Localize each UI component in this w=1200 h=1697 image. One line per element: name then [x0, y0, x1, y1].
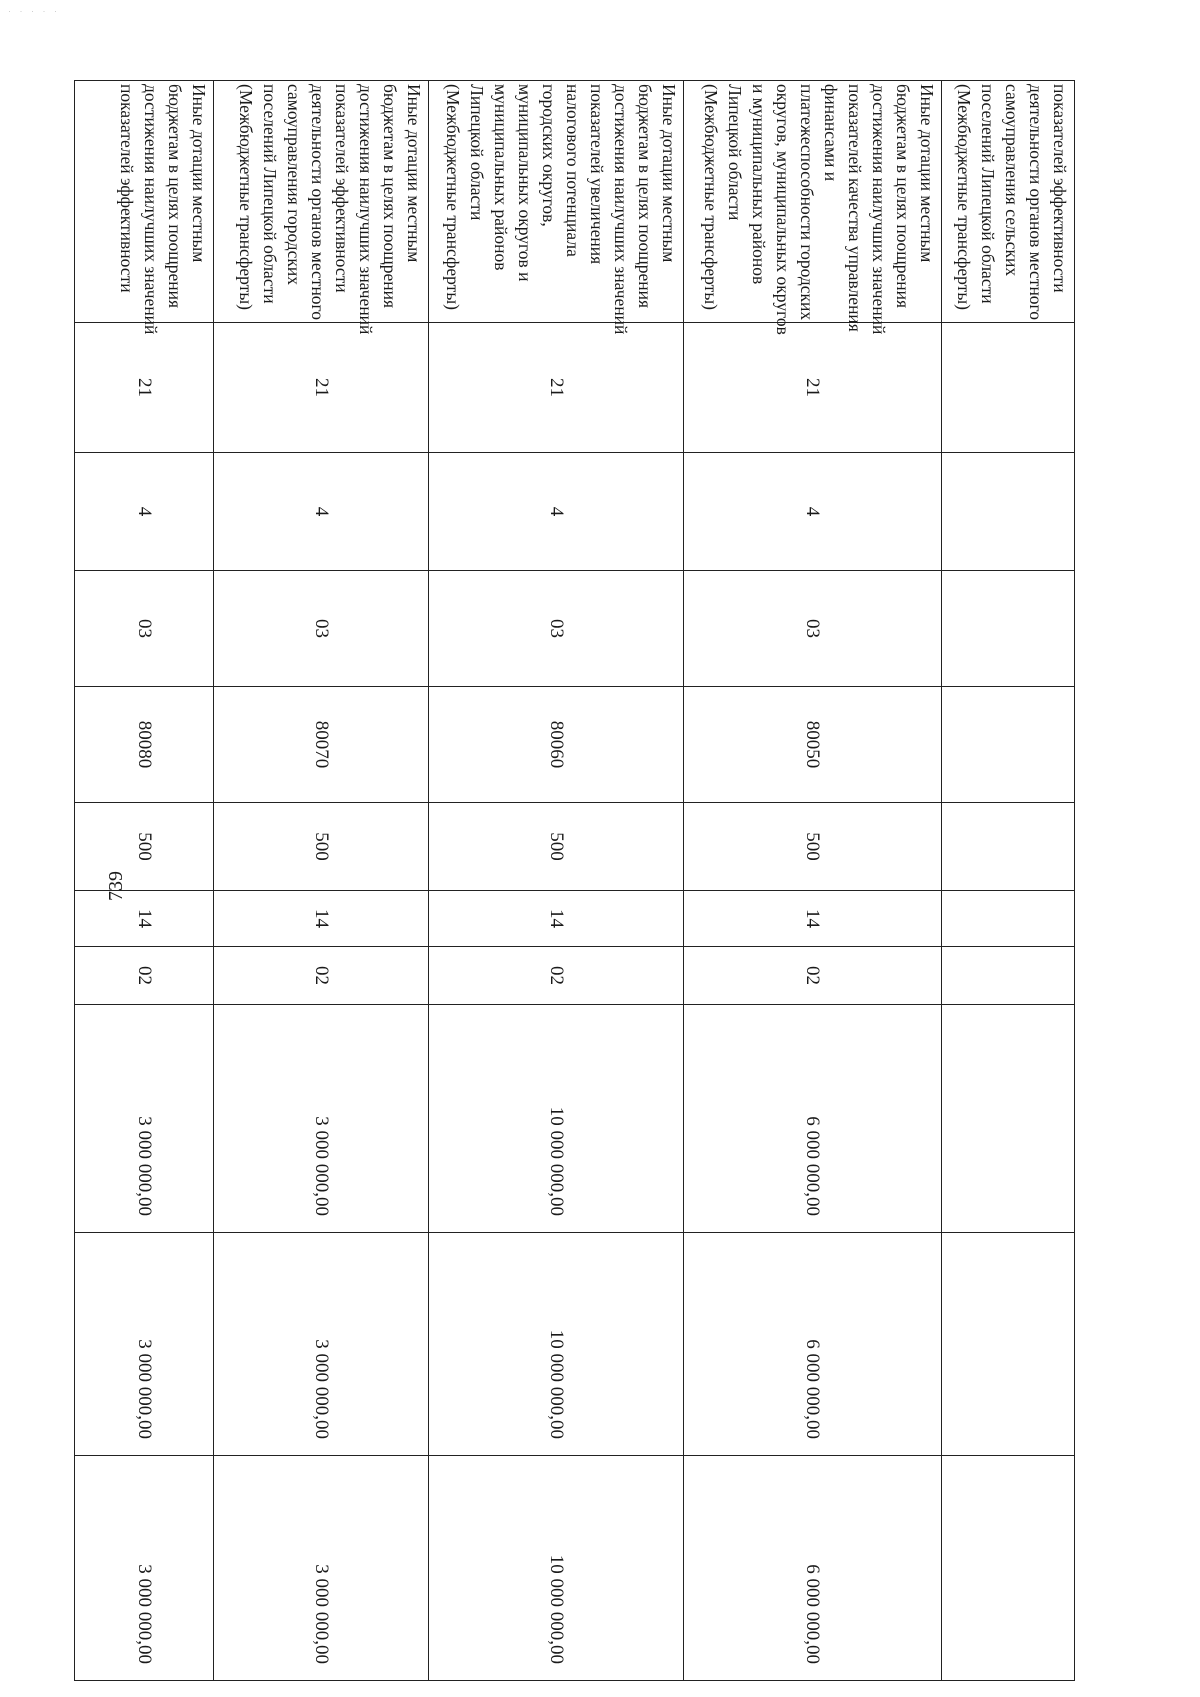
table-row — [214, 81, 429, 1681]
description-cell — [75, 81, 214, 335]
description-line: округов, муниципальных округов — [773, 84, 793, 335]
amount-year2-cell — [684, 1233, 942, 1456]
subtarget-code-cell — [942, 891, 1075, 947]
subsection-code-value: 03 — [134, 619, 155, 638]
description-line: (Межбюджетные трансферты) — [443, 84, 463, 310]
amount-year1-value: 10 000 000,00 — [546, 1106, 567, 1216]
subsection-code-cell — [429, 571, 684, 687]
target-code-cell — [429, 687, 684, 803]
section-code-cell — [429, 453, 684, 571]
detail-code-cell — [429, 947, 684, 1005]
amount-year2-value: 10 000 000,00 — [546, 1329, 567, 1439]
table-row — [942, 81, 1075, 1681]
description-line: бюджетам в целях поощрения — [893, 84, 913, 309]
table-row — [75, 81, 214, 1681]
ministry-code-value: 21 — [134, 378, 155, 397]
section-code-cell — [942, 453, 1075, 571]
description-line: показателей эффективности — [1050, 84, 1070, 293]
description-line: бюджетам в целях поощрения — [165, 84, 185, 309]
detail-code-value: 02 — [134, 966, 155, 985]
subsection-code-cell — [942, 571, 1075, 687]
detail-code-value: 02 — [311, 966, 332, 985]
amount-year2-cell — [75, 1233, 214, 1456]
subsection-code-cell — [684, 571, 942, 687]
amount-year2-value: 6 000 000,00 — [802, 1339, 824, 1439]
amount-year2-value: 3 000 000,00 — [311, 1339, 332, 1439]
table-row — [429, 81, 684, 1681]
detail-code-cell — [75, 947, 214, 1005]
description-line: Липецкой области — [467, 84, 487, 221]
amount-year3-cell — [75, 1456, 214, 1681]
description-cell — [942, 81, 1075, 323]
amount-year3-value: 10 000 000,00 — [546, 1554, 567, 1664]
section-code-value: 4 — [134, 506, 155, 517]
amount-year3-cell — [214, 1456, 429, 1681]
target-code-value: 80050 — [802, 720, 824, 769]
subtarget-code-value: 14 — [546, 909, 567, 928]
page-number: 739 — [105, 871, 127, 901]
description-line: показателей качества управления — [845, 84, 865, 332]
amount-year1-cell — [684, 1005, 942, 1233]
subsection-code-cell — [214, 571, 429, 687]
description-line: Иные дотации местным — [189, 84, 209, 263]
amount-year3-cell — [429, 1456, 684, 1681]
detail-code-value: 02 — [546, 966, 567, 985]
expense-type-value: 500 — [546, 832, 567, 861]
description-line: деятельности органов местного — [308, 84, 328, 321]
description-line: (Межбюджетные трансферты) — [701, 84, 721, 310]
section-code-value: 4 — [311, 506, 332, 517]
description-line: самоуправления городских — [284, 84, 304, 286]
description-line: достижения наилучших значений — [141, 84, 161, 335]
expense-type-value: 500 — [134, 832, 155, 861]
amount-year3-value: 3 000 000,00 — [134, 1564, 155, 1664]
detail-code-cell — [942, 947, 1075, 1005]
description-line: (Межбюджетные трансферты) — [954, 84, 974, 310]
description-cell — [684, 81, 942, 335]
description-line: деятельности органов местного — [1026, 84, 1046, 321]
description-line: бюджетам в целях поощрения — [635, 84, 655, 309]
description-line: муниципальных районов — [491, 84, 511, 271]
subtarget-code-cell — [429, 891, 684, 947]
target-code-cell — [684, 687, 942, 803]
detail-code-value: 02 — [802, 966, 824, 985]
description-line: платежеспособности городских — [797, 84, 817, 321]
section-code-cell — [75, 453, 214, 571]
ministry-code-value: 21 — [311, 378, 332, 397]
ministry-code-cell — [75, 323, 214, 453]
amount-year3-value: 3 000 000,00 — [311, 1564, 332, 1664]
target-code-value: 80060 — [546, 720, 567, 769]
expense-type-cell — [75, 803, 214, 891]
amount-year1-value: 6 000 000,00 — [802, 1116, 824, 1216]
target-code-cell — [942, 687, 1075, 803]
target-code-value: 80070 — [311, 720, 332, 769]
description-line: самоуправления сельских — [1002, 84, 1022, 277]
description-line: показателей эффективности — [117, 84, 137, 293]
description-line: и муниципальных районов — [749, 84, 769, 285]
description-line: достижения наилучших значений — [356, 84, 376, 335]
section-code-value: 4 — [802, 506, 824, 517]
subtarget-code-value: 14 — [311, 909, 332, 928]
description-line: достижения наилучших значений — [869, 84, 889, 335]
amount-year2-cell — [942, 1233, 1075, 1456]
amount-year3-cell — [684, 1456, 942, 1681]
scan-artifact: · · · · · — [8, 6, 60, 16]
ministry-code-cell — [684, 323, 942, 453]
expense-type-cell — [429, 803, 684, 891]
ministry-code-cell — [429, 323, 684, 453]
expense-type-value: 500 — [311, 832, 332, 861]
description-line: показателей увеличения — [587, 84, 607, 265]
subtarget-code-value: 14 — [134, 909, 155, 928]
subtarget-code-cell — [214, 891, 429, 947]
subsection-code-value: 03 — [546, 619, 567, 638]
amount-year2-cell — [429, 1233, 684, 1456]
description-cell — [214, 81, 429, 335]
detail-code-cell — [214, 947, 429, 1005]
description-line: показателей эффективности — [332, 84, 352, 293]
budget-table — [74, 80, 1075, 1681]
description-line: Иные дотации местным — [659, 84, 679, 263]
subtarget-code-cell — [684, 891, 942, 947]
ministry-code-value: 21 — [802, 378, 824, 397]
amount-year3-value: 6 000 000,00 — [802, 1564, 824, 1664]
description-line: Липецкой области — [725, 84, 745, 221]
target-code-value: 80080 — [134, 720, 155, 769]
subsection-code-cell — [75, 571, 214, 687]
expense-type-cell — [214, 803, 429, 891]
description-line: достижения наилучших значений — [611, 84, 631, 335]
description-line: (Межбюджетные трансферты) — [236, 84, 256, 310]
amount-year2-cell — [214, 1233, 429, 1456]
description-line: поселений Липецкой области — [260, 84, 280, 304]
amount-year1-value: 3 000 000,00 — [134, 1116, 155, 1216]
target-code-cell — [75, 687, 214, 803]
expense-type-cell — [942, 803, 1075, 891]
amount-year1-cell — [75, 1005, 214, 1233]
amount-year1-value: 3 000 000,00 — [311, 1116, 332, 1216]
ministry-code-cell — [214, 323, 429, 453]
description-line: налогового потенциала — [563, 84, 583, 257]
expense-type-cell — [684, 803, 942, 891]
target-code-cell — [214, 687, 429, 803]
description-line: Иные дотации местным — [917, 84, 937, 263]
section-code-cell — [684, 453, 942, 571]
expense-type-value: 500 — [802, 832, 824, 861]
ministry-code-value: 21 — [546, 378, 567, 397]
ministry-code-cell — [942, 323, 1075, 453]
amount-year1-cell — [942, 1005, 1075, 1233]
amount-year3-cell — [942, 1456, 1075, 1681]
subtarget-code-value: 14 — [802, 909, 824, 928]
amount-year2-value: 3 000 000,00 — [134, 1339, 155, 1439]
budget-table-rotated — [90, 80, 1075, 1680]
amount-year1-cell — [429, 1005, 684, 1233]
table-row — [684, 81, 942, 1681]
table-body — [75, 81, 1075, 1681]
subtarget-code-cell — [75, 891, 214, 947]
description-line: городских округов, — [539, 84, 559, 227]
description-line: Иные дотации местным — [404, 84, 424, 263]
description-cell — [429, 81, 684, 335]
subsection-code-value: 03 — [311, 619, 332, 638]
description-line: финансами и — [821, 84, 841, 182]
section-code-cell — [214, 453, 429, 571]
description-line: бюджетам в целях поощрения — [380, 84, 400, 309]
section-code-value: 4 — [546, 506, 567, 517]
description-line: муниципальных округов и — [515, 84, 535, 282]
amount-year1-cell — [214, 1005, 429, 1233]
detail-code-cell — [684, 947, 942, 1005]
description-line: поселений Липецкой области — [978, 84, 998, 304]
subsection-code-value: 03 — [802, 619, 824, 638]
